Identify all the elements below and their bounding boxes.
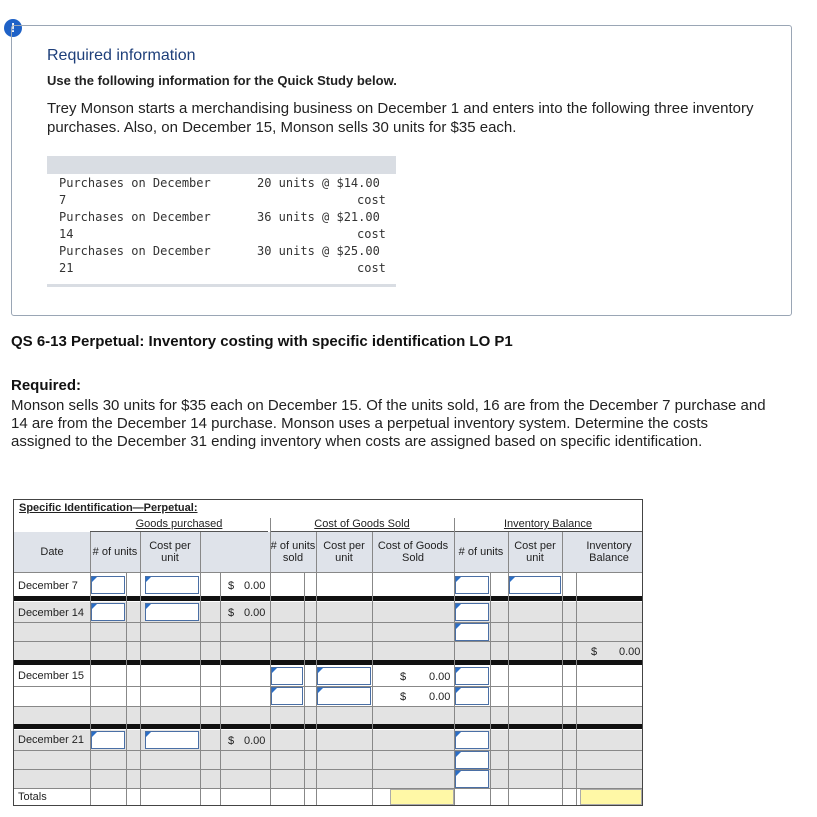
dec14-bal-units-input-1[interactable] — [455, 603, 489, 621]
col-inv-balance — [576, 532, 642, 572]
dec14-purchase-currency: $ — [228, 607, 235, 619]
dec15-units-sold-input-1[interactable] — [271, 667, 303, 685]
dec15-cogs-cost-input-2[interactable] — [317, 687, 371, 705]
dec14-balance-total: 0.00 — [619, 646, 641, 658]
dec7-cost-input[interactable] — [145, 576, 199, 594]
dec15-bal-units-input-2[interactable] — [455, 687, 489, 705]
purchase-qty: 30 units @ $25.00 — [257, 244, 380, 258]
dec14-purchase-total: 0.00 — [244, 607, 266, 619]
info-subtitle: Use the following information for the Quick Study below. — [47, 73, 397, 88]
dec21-bal-units-input-2[interactable] — [455, 751, 489, 769]
col-bal-cost-per-unit-label: Cost per unit — [514, 540, 556, 564]
col-inv-balance-label: Inventory Balance — [586, 540, 632, 564]
info-title: Required information — [47, 47, 196, 64]
purchases-table-footer — [47, 284, 396, 287]
grid-line — [14, 622, 642, 623]
dec21-purchase-currency: $ — [228, 735, 235, 747]
dec14-bal-units-input-2[interactable] — [455, 623, 489, 641]
separator — [14, 596, 642, 601]
separator — [14, 724, 642, 729]
total-inventory-cell[interactable] — [580, 789, 642, 805]
purchase-label: Purchases on December — [59, 176, 211, 190]
dec15-cogs-currency-1: $ — [400, 671, 407, 683]
grid-line — [14, 750, 642, 751]
dec7-purchase-currency: $ — [228, 580, 235, 592]
purchases-table — [47, 156, 396, 287]
dec7-purchase-total: 0.00 — [244, 580, 266, 592]
grid-line — [14, 641, 642, 642]
dec14-balance-currency: $ — [591, 646, 598, 658]
dec21-cost-input[interactable] — [145, 731, 199, 749]
row-dec21: December 21 — [18, 734, 85, 746]
dec15-cogs-currency-2: $ — [400, 691, 407, 703]
purchase-cost: cost — [357, 261, 386, 275]
worksheet-grid — [13, 499, 643, 806]
inventory-balance-header: Inventory Balance — [454, 518, 642, 532]
col-cogs-total-label: Cost of Goods Sold — [377, 540, 449, 564]
col-date — [14, 532, 90, 572]
dec15-cogs-total-1: 0.00 — [429, 671, 451, 683]
dec21-bal-units-input-3[interactable] — [455, 770, 489, 788]
col-bal-units — [454, 532, 508, 572]
grid-line — [270, 518, 271, 805]
dec15-cogs-cost-input-1[interactable] — [317, 667, 371, 685]
dec14-units-input[interactable] — [91, 603, 125, 621]
purchase-cost: cost — [357, 193, 386, 207]
row-dec15: December 15 — [18, 670, 85, 682]
grid-line — [14, 769, 642, 770]
col-units-label: # of units — [92, 546, 138, 558]
dec15-cogs-total-2: 0.00 — [429, 691, 451, 703]
col-cogs-per-unit-label: Cost per unit — [323, 540, 365, 564]
goods-purchased-header: Goods purchased — [90, 518, 268, 532]
separator — [14, 660, 642, 665]
total-cogs-cell[interactable] — [390, 789, 454, 805]
question-title: QS 6-13 Perpetual: Inventory costing with specific identification LO P1 — [11, 333, 513, 350]
row-dec14: December 14 — [18, 607, 85, 619]
purchase-label-day: 14 — [59, 227, 74, 241]
purchase-cost: cost — [357, 227, 386, 241]
purchase-qty: 36 units @ $21.00 — [257, 210, 380, 224]
grid-line — [304, 572, 305, 805]
col-units — [90, 532, 140, 572]
grid-line — [576, 572, 577, 805]
grid-line — [490, 572, 491, 805]
col-bal-units-label: # of units — [458, 546, 504, 558]
dec15-units-sold-input-2[interactable] — [271, 687, 303, 705]
row-dec7: December 7 — [18, 580, 78, 592]
grid-line — [14, 706, 642, 707]
dec21-purchase-total: 0.00 — [244, 735, 266, 747]
col-cogs-per-unit — [316, 532, 372, 572]
dec15-bal-units-input-1[interactable] — [455, 667, 489, 685]
dec15-band — [14, 706, 642, 724]
grid-line — [126, 572, 127, 805]
dec7-bal-units-input[interactable] — [455, 576, 489, 594]
col-units-sold — [270, 532, 316, 572]
purchase-label: Purchases on December — [59, 210, 211, 224]
dec14-cost-input[interactable] — [145, 603, 199, 621]
dec7-bal-cost-input[interactable] — [509, 576, 561, 594]
col-bal-cost-per-unit — [508, 532, 562, 572]
purchase-label-day: 21 — [59, 261, 74, 275]
info-body: Trey Monson starts a merchandising business on December 1 and enters into the following three inventory purchases. Also, on December 15, Monson sells 30 units for $35 each. — [47, 100, 754, 136]
purchase-label-day: 7 — [59, 193, 67, 207]
alert-icon: ! — [4, 19, 22, 37]
row-totals: Totals — [18, 791, 47, 803]
col-date-label: Date — [40, 546, 64, 558]
dec7-units-input[interactable] — [91, 576, 125, 594]
worksheet-title: Specific Identification—Perpetual: — [19, 502, 198, 514]
col-units-sold-label: # of units sold — [270, 540, 316, 564]
required-label: Required: — [11, 377, 82, 394]
purchase-qty: 20 units @ $14.00 — [257, 176, 380, 190]
grid-line — [14, 572, 642, 573]
grid-line — [14, 788, 642, 789]
required-text: Monson sells 30 units for $35 each on December 15. Of the units sold, 16 are from the December 7 purchase and 14 are from the December 14 purchase. Monson uses a perpetual inventory system. Determine the costs assigned to the December 31 ending inventory when costs are assigned based on specific identification. — [11, 397, 766, 450]
col-cost-per-unit-label: Cost per unit — [149, 540, 191, 564]
col-cost-per-unit — [140, 532, 200, 572]
purchases-table-header — [47, 156, 396, 174]
cogs-header: Cost of Goods Sold — [270, 518, 454, 532]
grid-line — [220, 572, 221, 805]
dec21-bal-units-input-1[interactable] — [455, 731, 489, 749]
purchase-label: Purchases on December — [59, 244, 211, 258]
dec21-units-input[interactable] — [91, 731, 125, 749]
col-cogs-total — [372, 532, 454, 572]
